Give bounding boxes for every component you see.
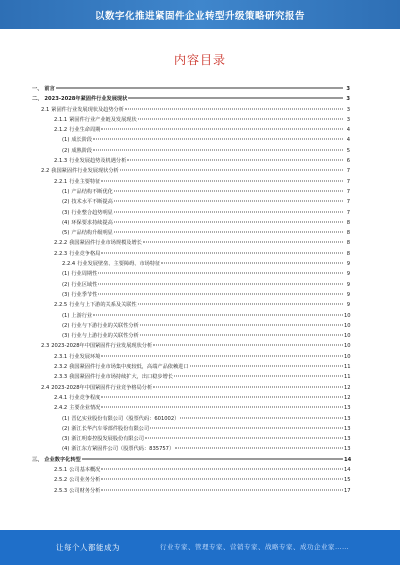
toc-dot-leader (98, 293, 343, 294)
toc-entry-page: 3 (346, 106, 350, 113)
toc-entry-number: 2.1.2 (54, 127, 68, 134)
toc-entry[interactable] (32, 218, 350, 228)
toc-entry-page: 14 (344, 466, 351, 473)
toc-entry-label: 晋亿实业股份有限公司（股票代码：601002） (71, 415, 180, 422)
toc-entry-number: 三、 (32, 456, 43, 463)
toc-entry[interactable] (32, 197, 350, 207)
toc-entry-page: 12 (344, 394, 351, 401)
toc-entry-label: 紧固件行业产业链及发展现状 (69, 116, 137, 123)
toc-entry-page: 4 (346, 127, 350, 134)
toc-entry[interactable] (32, 455, 350, 465)
toc-entry-label: 2023-2028年紧固件行业发展现状 (44, 96, 128, 103)
toc-entry-page: 11 (344, 364, 351, 371)
toc-entry[interactable] (32, 146, 350, 156)
toc-entry-number: 一、 (32, 86, 43, 92)
toc-entry[interactable] (32, 166, 350, 176)
toc-dot-leader (101, 355, 343, 356)
toc-entry-number: (1) (62, 137, 70, 144)
toc-entry[interactable] (32, 94, 350, 104)
toc-dot-leader (101, 468, 343, 469)
toc-entry-label: 主要企业情况 (69, 405, 101, 412)
toc-entry-page: 3 (346, 86, 350, 92)
toc-entry-number: 二、 (32, 96, 43, 103)
toc-entry-label: 行业周期性 (71, 271, 98, 278)
toc-entry-label: 浙江明泰控股发展股份有限公司 (71, 436, 144, 443)
toc-entry-label: 公司业务分析 (69, 477, 101, 484)
toc-entry-label: 浙江东方紧固件公司（股票代码：835757） (71, 446, 175, 453)
toc-dot-leader (150, 427, 343, 428)
toc-entry-label: 企业数字化转型 (44, 456, 81, 463)
toc-entry[interactable] (32, 228, 350, 238)
toc-entry-label: 环保要求持续提高 (71, 219, 113, 226)
toc-entry[interactable] (32, 465, 350, 475)
toc-entry[interactable] (32, 331, 350, 341)
toc-entry[interactable] (32, 372, 350, 382)
toc-entry[interactable] (32, 341, 350, 351)
toc-entry-label: 我国紧固件行业发展现状分析 (51, 168, 119, 175)
toc-entry[interactable] (32, 177, 350, 187)
toc-entry[interactable] (32, 352, 350, 362)
toc-entry-page: 10 (344, 322, 351, 329)
toc-entry-label: 行业发展壁垒、主要障碍、市场特征 (77, 261, 161, 268)
toc-entry-number: 2.3.1 (54, 353, 68, 360)
toc-entry-number: 2.5.2 (54, 477, 68, 484)
toc-entry[interactable] (32, 187, 350, 197)
toc-entry[interactable] (32, 475, 350, 485)
toc-dot-leader (114, 232, 343, 233)
toc-entry-label: 紧固件行业发展现状及趋势分析 (51, 106, 124, 113)
footer-slogan: 让每个人都能成为 (56, 543, 120, 552)
toc-entry-page: 6 (346, 158, 350, 165)
toc-dot-leader (114, 221, 343, 222)
toc-dot-leader (114, 190, 343, 191)
toc-dot-leader (153, 345, 343, 346)
toc-entry[interactable] (32, 362, 350, 372)
toc-entry-page: 10 (344, 312, 351, 319)
toc-entry-number: 2.1 (41, 106, 50, 113)
toc-entry[interactable] (32, 84, 350, 94)
toc-entry-page: 8 (346, 219, 350, 226)
toc-entry-page: 3 (346, 116, 350, 123)
toc-entry-page: 8 (346, 230, 350, 237)
toc-entry-page: 13 (344, 436, 351, 443)
toc-entry-label: 2023-2028年中国紧固件行业竞争格局分析 (51, 384, 153, 391)
toc-entry[interactable] (32, 290, 350, 300)
toc-entry[interactable] (32, 311, 350, 321)
toc-entry-page: 13 (344, 405, 351, 412)
toc-dot-leader (161, 263, 343, 264)
toc-entry-page: 11 (344, 374, 351, 381)
toc-dot-leader (190, 366, 343, 367)
toc-entry-page: 9 (346, 271, 350, 278)
toc-dot-leader (140, 324, 343, 325)
toc-dot-leader (101, 479, 343, 480)
toc-entry-number: (1) (62, 415, 70, 422)
toc-dot-leader (101, 252, 343, 253)
toc-dot-leader (138, 304, 343, 305)
toc-entry-number: 2.2.5 (54, 302, 68, 309)
toc-entry-page: 7 (346, 209, 350, 216)
toc-entry-label: 行业与上游行业的关联性分析 (71, 333, 139, 340)
toc-entry[interactable] (32, 486, 350, 496)
toc-entry-label: 行业主要特征 (69, 178, 101, 185)
toc-entry-page: 7 (346, 199, 350, 206)
toc-entry-page: 9 (346, 291, 350, 298)
toc-entry-number: (3) (62, 333, 70, 340)
toc-entry[interactable] (32, 383, 350, 393)
toc-entry-number: 2.2.1 (54, 178, 68, 185)
toc-entry-label: 技术水平不断提高 (71, 199, 113, 206)
toc-entry-page: 8 (346, 240, 350, 247)
toc-entry-page: 4 (346, 137, 350, 144)
toc-entry-label: 行业竞争程度 (69, 394, 101, 401)
toc-dot-leader (98, 283, 343, 284)
toc-entry[interactable] (32, 208, 350, 218)
toc-entry-number: (5) (62, 230, 70, 237)
toc-entry-number: 2.2 (41, 168, 50, 175)
toc-dot-leader (101, 180, 343, 181)
toc-entry-label: 行业发展趋势及机遇分析 (69, 158, 127, 165)
toc-entry-number: (2) (62, 281, 70, 288)
toc-entry-number: 2.3.2 (54, 364, 68, 371)
toc-entry[interactable] (32, 249, 350, 259)
toc-entry-number: 2.2.2 (54, 240, 68, 247)
toc-entry-page: 5 (346, 147, 350, 154)
toc-entry-number: (3) (62, 291, 70, 298)
toc-heading: 内容目录 (173, 53, 226, 67)
toc-dot-leader (145, 438, 343, 439)
toc-entry-label: 行业与下游行业的关联性分析 (71, 322, 139, 329)
toc-entry-label: 前言 (44, 86, 55, 92)
toc-dot-leader (127, 160, 343, 161)
toc-entry-number: 2.1.3 (54, 158, 68, 165)
toc-entry-label: 我国紧固件行业市场持续扩大，出口稳步增长 (69, 374, 173, 381)
toc-entry-label: 行业季节性 (71, 291, 98, 298)
toc-dot-leader (101, 129, 343, 130)
toc-dot-leader (56, 88, 343, 89)
toc-entry-number: (2) (62, 322, 70, 329)
toc-entry-number: 2.3.3 (54, 374, 68, 381)
toc-entry-page: 13 (344, 446, 351, 453)
toc-dot-leader (175, 448, 343, 449)
toc-entry-label: 我国紧固件行业市场集中度较低，高端产品依赖进口 (69, 364, 189, 371)
toc-entry[interactable] (32, 434, 350, 444)
toc-entry-number: 2.4.2 (54, 405, 68, 412)
toc-dot-leader (114, 211, 343, 212)
toc-entry-label: 产品结构升级明显 (71, 230, 113, 237)
toc-entry[interactable] (32, 259, 350, 269)
toc-entry[interactable] (32, 300, 350, 310)
toc-entry-number: (3) (62, 436, 70, 443)
toc-entry-label: 成长阶段 (71, 137, 93, 144)
toc-entry[interactable] (32, 414, 350, 424)
toc-dot-leader (143, 242, 343, 243)
toc-entry[interactable] (32, 403, 350, 413)
toc-entry-number: 2.4 (41, 384, 50, 391)
footer-tagline: 行业专家、管理专家、营销专家、战略专家、成功企业家…… (160, 543, 349, 551)
toc-entry-page: 10 (344, 343, 351, 350)
toc-entry-page: 9 (346, 281, 350, 288)
toc-entry-number: 2.2.4 (62, 261, 76, 268)
toc-entry[interactable] (32, 424, 350, 434)
toc-entry-label: 行业竞争格局 (69, 250, 101, 257)
toc-entry-label: 浙江长华汽车零部件股份有限公司 (71, 425, 150, 432)
toc-dot-leader (120, 170, 343, 171)
toc-entry-page: 17 (344, 487, 351, 494)
toc-dot-leader (93, 139, 343, 140)
toc-entry[interactable] (32, 238, 350, 248)
toc-entry-label: 行业与上下游的关系及关联性 (69, 302, 137, 309)
toc-entry-number: (4) (62, 446, 70, 453)
toc-dot-leader (101, 407, 343, 408)
toc-entry-page: 7 (346, 178, 350, 185)
toc-entry-label: 行业区域性 (71, 281, 98, 288)
toc-entry-page: 7 (346, 168, 350, 175)
toc-entry-page: 13 (344, 415, 351, 422)
toc-entry-label: 公司财务分析 (69, 487, 101, 494)
toc-entry-number: (1) (62, 188, 70, 195)
toc-entry-number: (2) (62, 425, 70, 432)
toc-dot-leader (93, 314, 343, 315)
toc-entry-number: 2.3 (41, 343, 50, 350)
toc-entry-page: 9 (346, 302, 350, 309)
toc-entry-label: 上游行业 (71, 312, 93, 319)
toc-entry[interactable] (32, 444, 350, 454)
toc-entry-page: 15 (344, 477, 351, 484)
toc-entry-page: 7 (346, 188, 350, 195)
toc-entry[interactable] (32, 125, 350, 135)
toc-entry-label: 成熟阶段 (71, 147, 93, 154)
toc-entry-page: 9 (346, 261, 350, 268)
toc-entry-page: 10 (344, 333, 351, 340)
toc-dot-leader (174, 376, 343, 377)
toc-entry-label: 行业整合趋势明显 (71, 209, 113, 216)
toc-entry-page: 8 (346, 250, 350, 257)
toc-entry-label: 产品结构不断优化 (71, 188, 113, 195)
toc-dot-leader (140, 335, 343, 336)
toc-entry-number: 2.4.1 (54, 394, 68, 401)
toc-dot-leader (98, 273, 343, 274)
toc-entry[interactable] (32, 115, 350, 125)
toc-entry-number: 2.5.3 (54, 487, 68, 494)
toc-entry-label: 行业发展环境 (69, 353, 101, 360)
toc-entry-number: (2) (62, 147, 70, 154)
toc-entry[interactable] (32, 321, 350, 331)
toc-dot-leader (93, 149, 343, 150)
toc-dot-leader (101, 396, 343, 397)
toc-entry-label: 公司基本概况 (69, 466, 101, 473)
toc-entry[interactable] (32, 156, 350, 166)
toc-entry-number: (2) (62, 199, 70, 206)
toc-entry-number: (1) (62, 271, 70, 278)
footer-banner (0, 530, 400, 565)
toc-entry-number: 2.1.1 (54, 116, 68, 123)
toc-entry-label: 我国紧固件行业市场规模及增长 (69, 240, 142, 247)
toc-entry-page: 14 (344, 456, 352, 463)
toc-dot-leader (82, 458, 343, 459)
toc-dot-leader (153, 386, 343, 387)
toc-entry[interactable] (32, 280, 350, 290)
toc-dot-leader (180, 417, 343, 418)
toc-dot-leader (128, 98, 343, 99)
toc-entry-number: (3) (62, 209, 70, 216)
toc-entry-number: (1) (62, 312, 70, 319)
toc-entry-page: 10 (344, 353, 351, 360)
table-of-contents (32, 84, 350, 496)
toc-entry-page: 12 (344, 384, 351, 391)
toc-entry-number: 2.5.1 (54, 466, 68, 473)
toc-dot-leader (125, 108, 343, 109)
toc-entry-number: 2.2.3 (54, 250, 68, 257)
toc-dot-leader (101, 489, 343, 490)
toc-entry[interactable] (32, 135, 350, 145)
toc-entry-label: 行业生命周期 (69, 127, 101, 134)
toc-entry-label: 2023-2028年中国紧固件行业发展现状分析 (51, 343, 153, 350)
toc-dot-leader (138, 118, 343, 119)
header-banner (0, 0, 400, 29)
report-title: 以数字化推进紧固件企业转型升级策略研究报告 (94, 10, 305, 22)
toc-dot-leader (114, 201, 343, 202)
toc-entry[interactable] (32, 269, 350, 279)
toc-entry[interactable] (32, 105, 350, 115)
toc-entry[interactable] (32, 393, 350, 403)
toc-entry-page: 3 (346, 96, 350, 103)
toc-entry-page: 13 (344, 425, 351, 432)
toc-entry-number: (4) (62, 219, 70, 226)
